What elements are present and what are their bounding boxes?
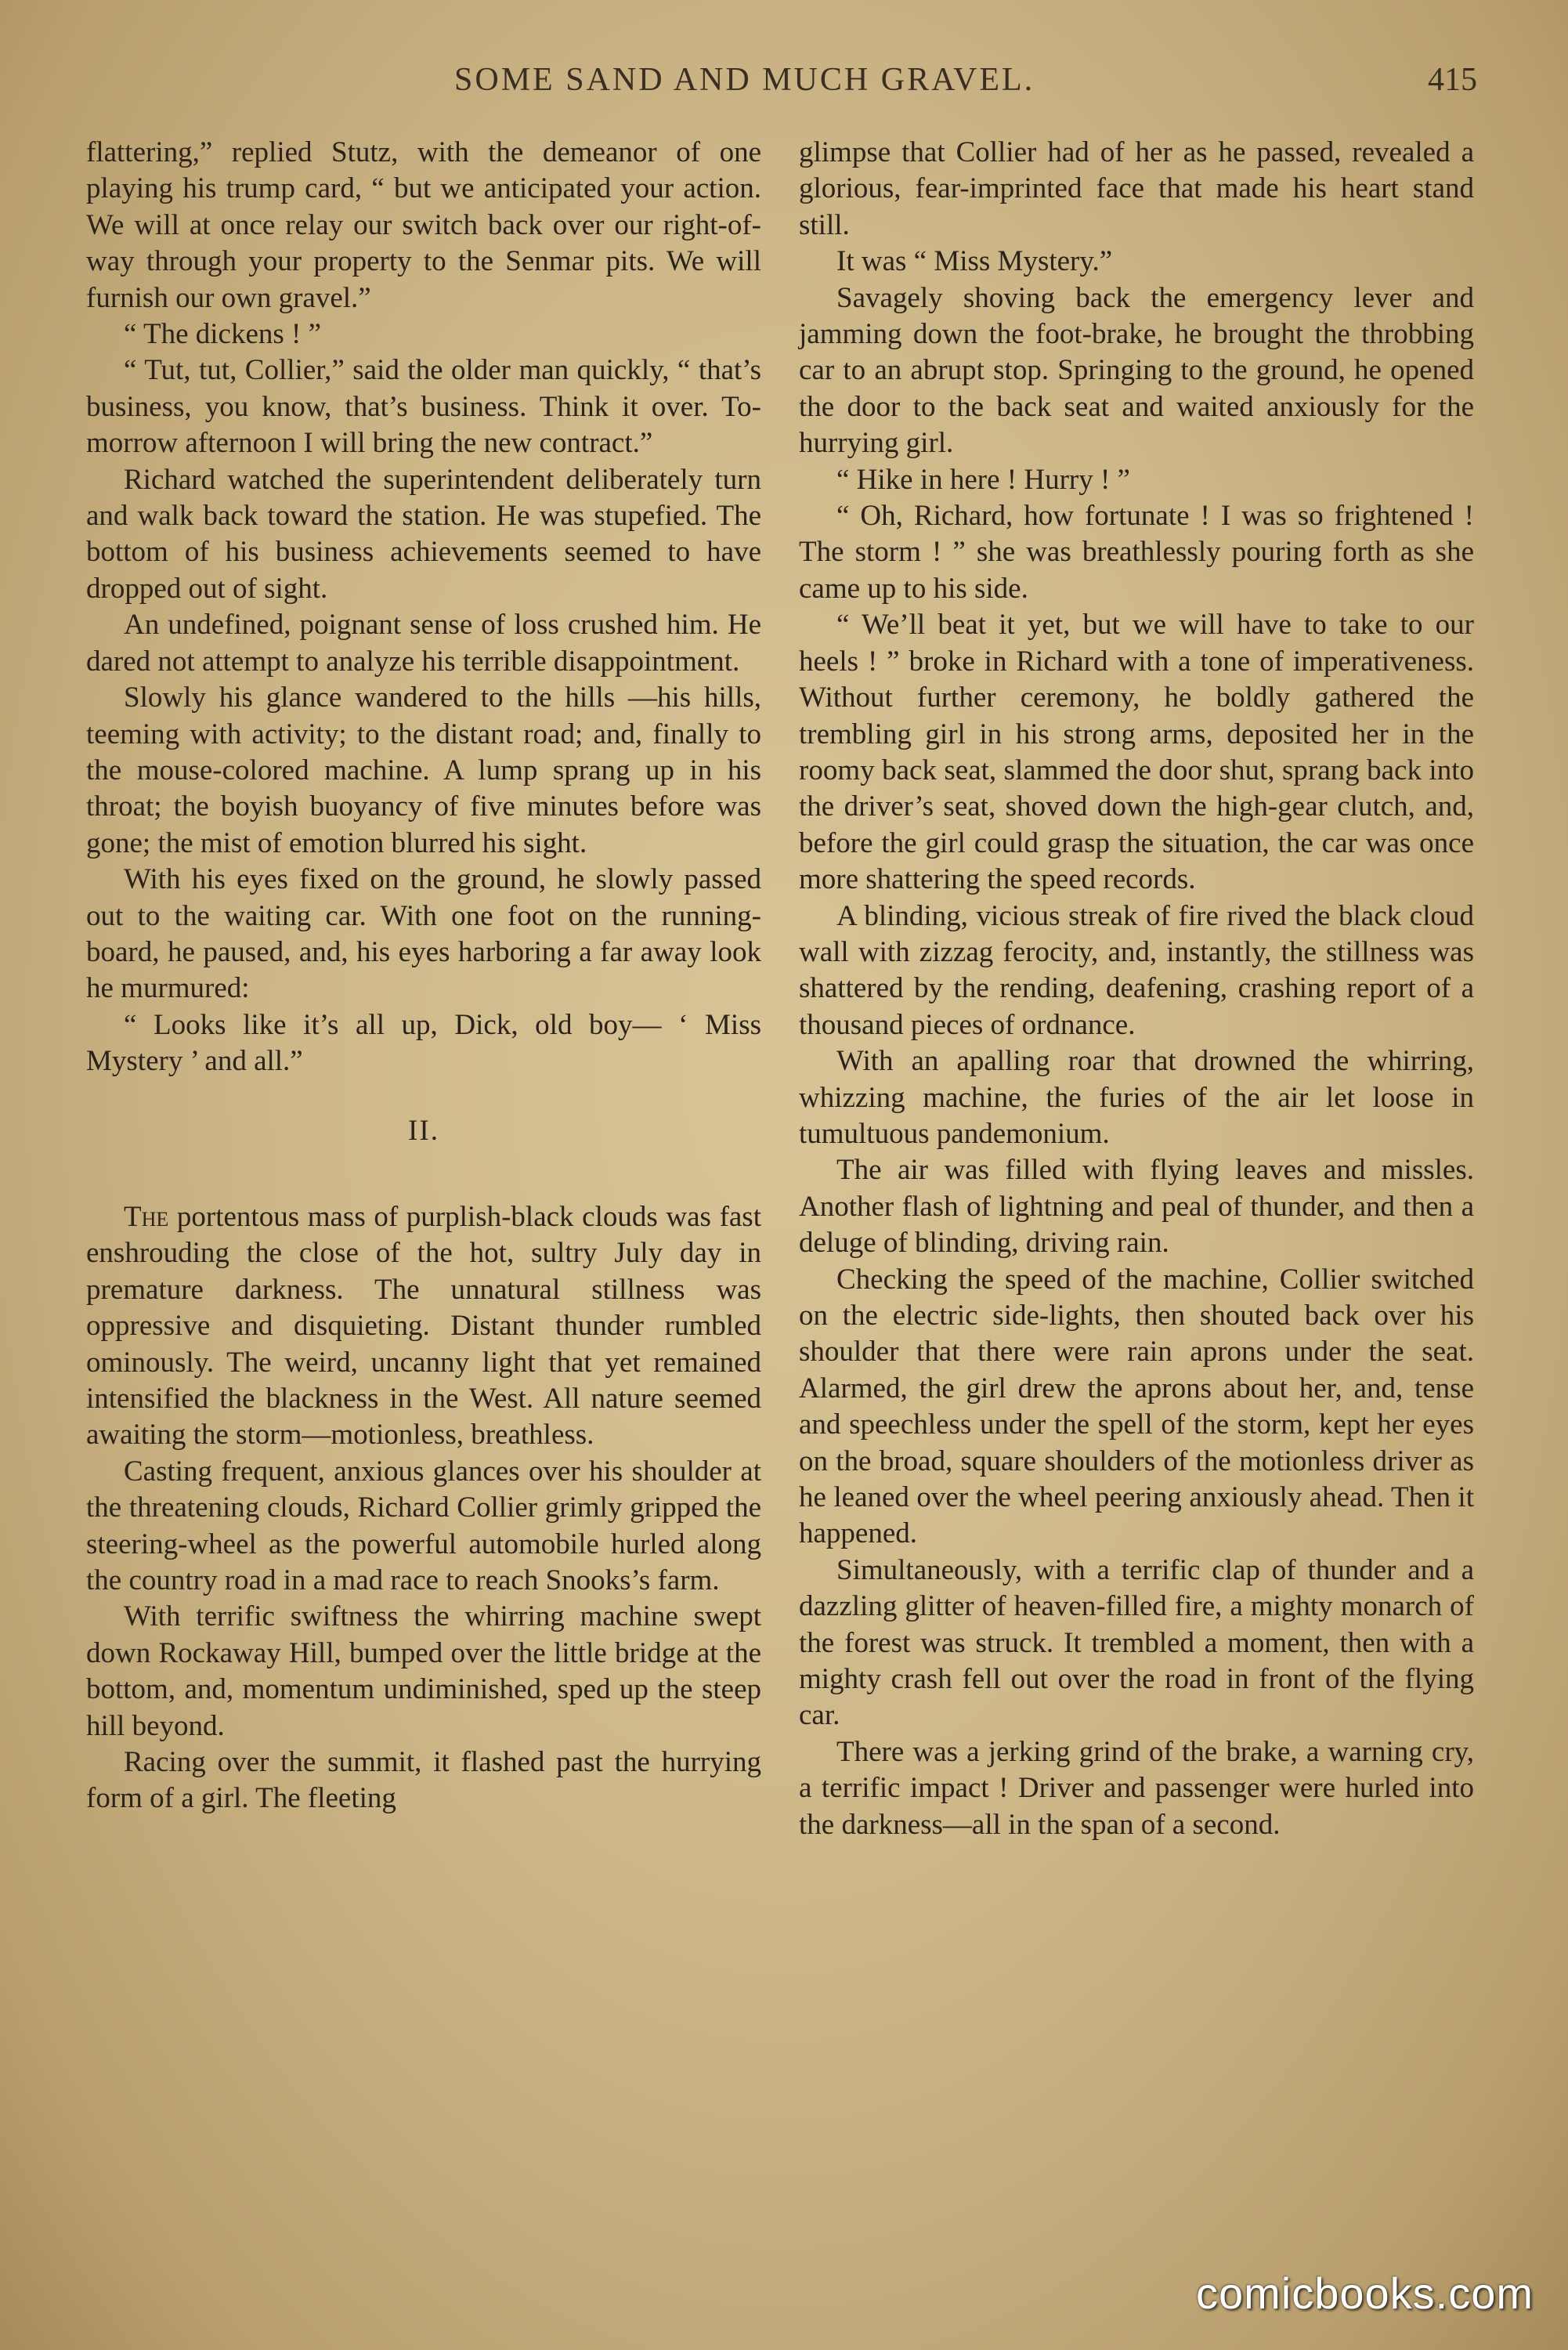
paragraph: “ Hike in here ! Hurry ! ”: [836, 463, 1130, 496]
paragraph: Savagely shoving back the emergency lever and jamming down the foot-brake, he brought the throbbing car to an abrupt stop. Springing to the ground, he opened the door to the back seat and waited anxiously for the hurrying girl.: [799, 281, 1474, 460]
paragraph: Slowly his glance wandered to the hills —his hills, teeming with activity; to the distant road; and, finally to the mouse-colored machine. A lump sprang up in his throat; the boyish buoyancy of five minutes before was gone; the mist of emotion blurred his sight.: [86, 682, 761, 859]
right-column: [799, 135, 1474, 1843]
paragraph: An undefined, poignant sense of loss crushed him. He dared not attempt to analyze his terrible disappointment.: [86, 609, 761, 678]
page-header: [0, 61, 1568, 108]
paragraph: glimpse that Collier had of her as he passed, revealed a glorious, fear-imprinted face that made his heart stand still.: [799, 136, 1474, 241]
paragraph: Racing over the summit, it flashed past the hurrying form of a girl. The fleeting: [86, 1746, 761, 1815]
paragraph: The air was filled with flying leaves and missles. Another flash of lightning and peal of thunder, and then a deluge of blinding, driving rain.: [799, 1154, 1474, 1260]
paragraph: Casting frequent, anxious glances over his shoulder at the threatening clouds, Richard Collier grimly gripped the steering-wheel as the powerful automobile hurled along the country road in a mad race to reach Snooks’s farm.: [86, 1455, 761, 1597]
paragraph: “ We’ll beat it yet, but we will have to take to our heels ! ” broke in Richard with a tone of imperativeness. Without further ceremony, he boldly gathered the trembling girl in his strong arms, deposited her in the roomy back seat, slammed the door shut, sprang back into the driver’s seat, shoved down the high-gear clutch, and, before the girl could grasp the situation, the car was once more shattering the speed records.: [799, 609, 1474, 896]
section-heading: II.: [408, 1114, 439, 1147]
paragraph: Simultaneously, with a terrific clap of thunder and a dazzling glitter of heaven-filled fire, a mighty monarch of the forest was struck. It trembled a moment, then with a mighty crash fell out over the road in front of the flying car.: [799, 1553, 1474, 1732]
section-opening-text: portentous mass of purplish-black clouds was fast enshrouding the close of the hot, sultry July day in premature darkness. The unnatural stillness was oppressive and disquieting. Distant thunder rumbled ominously. The weird, uncanny light that yet remained intensified the blackness in the West. All nature seemed awaiting the storm—motionless, breathless.: [86, 1200, 761, 1452]
page-number: 415: [1428, 62, 1477, 98]
paragraph: “ The dickens ! ”: [124, 318, 322, 351]
paragraph: “ Oh, Richard, how fortunate ! I was so frightened ! The storm ! ” she was breathlessly pouring forth as she came up to his side.: [799, 500, 1474, 605]
paragraph: Checking the speed of the machine, Collier switched on the electric side-lights, then shouted back over his shoulder that there were rain aprons under the seat. Alarmed, the girl drew the aprons about her, and, tense and speechless under the spell of the storm, kept her eyes on the broad, square shoulders of the motionless driver as he leaned over the wheel peering anxiously ahead. Then it happened.: [799, 1263, 1474, 1550]
paragraph: Richard watched the superintendent deliberately turn and walk back toward the station. He was stupefied. The bottom of his business achievements seemed to have dropped out of sight.: [86, 463, 761, 605]
paragraph: “ Tut, tut, Collier,” said the older man quickly, “ that’s business, you know, that’s business. Think it over. To-morrow afternoon I will bring the new contract.”: [86, 354, 761, 460]
paragraph: A blinding, vicious streak of fire rived the black cloud wall with zizzag ferocity, and, instantly, the stillness was shattered by the rending, deafening, crashing report of a thousand pieces of ordnance.: [799, 899, 1474, 1041]
running-head: SOME SAND AND MUCH GRAVEL.: [454, 62, 1035, 98]
section-opening-word: The: [124, 1200, 169, 1233]
paragraph: “ Looks like it’s all up, Dick, old boy— ‘ Miss Mystery ’ and all.”: [86, 1008, 761, 1078]
section-opening-paragraph: [86, 1199, 761, 1454]
left-column: [86, 135, 761, 1817]
paragraph: With an apalling roar that drowned the whirring, whizzing machine, the furies of the air let loose in tumultuous pandemonium.: [799, 1045, 1474, 1150]
paragraph: With his eyes fixed on the ground, he slowly passed out to the waiting car. With one foot on the running-board, he paused, and, his eyes harboring a far away look he murmured:: [86, 863, 761, 1005]
paragraph: There was a jerking grind of the brake, a warning cry, a terrific impact ! Driver and passenger were hurled into the darkness—all in the span of a second.: [799, 1735, 1474, 1841]
paragraph: flattering,” replied Stutz, with the demeanor of one playing his trump card, “ but we anticipated your action. We will at once relay our switch back over our right-of-way through your property to the Senmar pits. We will furnish our own gravel.”: [86, 136, 761, 314]
watermark: comicbooks.com: [1195, 2269, 1534, 2318]
paragraph: It was “ Miss Mystery.”: [836, 245, 1113, 278]
paragraph: With terrific swiftness the whirring machine swept down Rockaway Hill, bumped over the little bridge at the bottom, and, momentum undiminished, sped up the steep hill beyond.: [86, 1600, 761, 1742]
